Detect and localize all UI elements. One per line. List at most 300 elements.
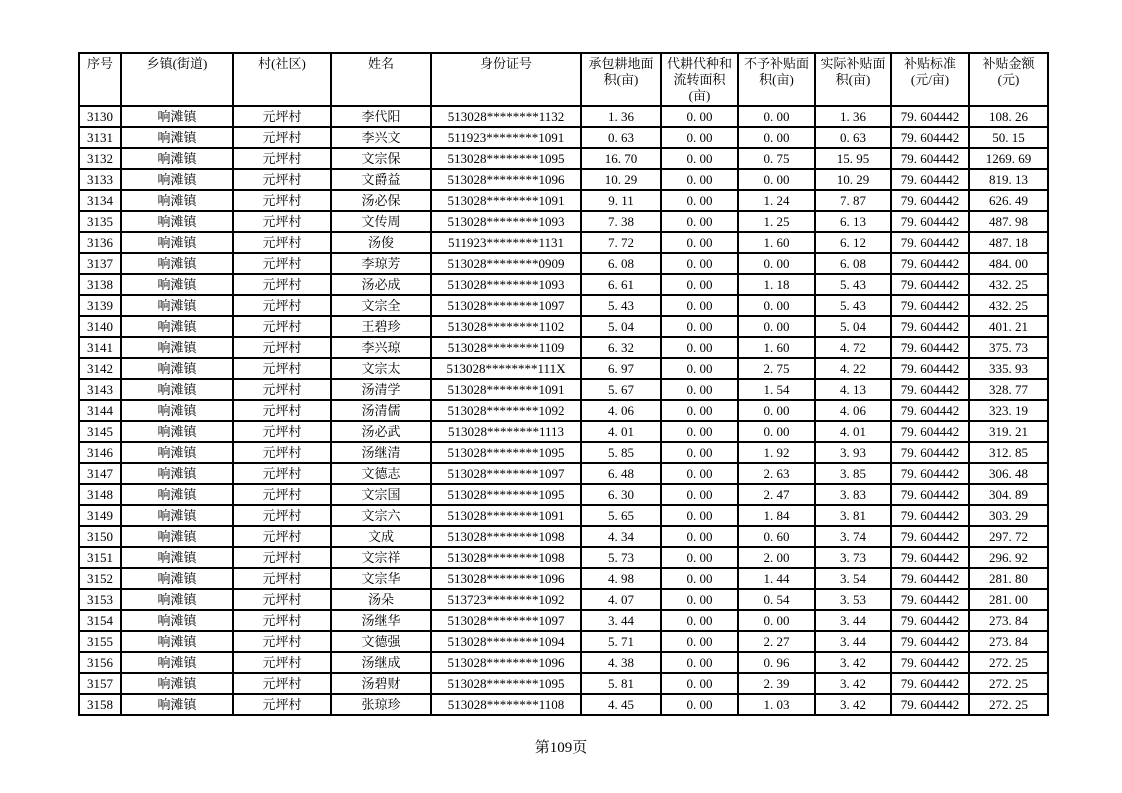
table-cell: 响滩镇 bbox=[121, 547, 233, 568]
column-header: 补贴金额(元) bbox=[969, 53, 1048, 106]
table-cell: 323. 19 bbox=[969, 400, 1048, 421]
table-cell: 513028********1095 bbox=[431, 484, 581, 505]
table-cell: 3158 bbox=[79, 694, 121, 715]
table-cell: 2. 27 bbox=[738, 631, 815, 652]
table-cell: 513028********1091 bbox=[431, 379, 581, 400]
table-cell: 2. 75 bbox=[738, 358, 815, 379]
table-cell: 1. 54 bbox=[738, 379, 815, 400]
table-cell: 4. 34 bbox=[581, 526, 661, 547]
table-cell: 5. 43 bbox=[815, 295, 891, 316]
table-cell: 487. 98 bbox=[969, 211, 1048, 232]
table-cell: 79. 604442 bbox=[891, 400, 969, 421]
table-row bbox=[79, 232, 1048, 253]
table-cell: 响滩镇 bbox=[121, 316, 233, 337]
table-cell: 元坪村 bbox=[233, 547, 331, 568]
table-row bbox=[79, 274, 1048, 295]
table-cell: 响滩镇 bbox=[121, 253, 233, 274]
table-cell: 5. 81 bbox=[581, 673, 661, 694]
column-header: 实际补贴面积(亩) bbox=[815, 53, 891, 106]
table-cell: 1. 60 bbox=[738, 232, 815, 253]
table-cell: 3138 bbox=[79, 274, 121, 295]
table-cell: 4. 01 bbox=[581, 421, 661, 442]
table-cell: 张琼珍 bbox=[331, 694, 431, 715]
table-cell: 响滩镇 bbox=[121, 211, 233, 232]
table-row bbox=[79, 463, 1048, 484]
table-cell: 0. 00 bbox=[661, 295, 738, 316]
table-cell: 79. 604442 bbox=[891, 274, 969, 295]
table-row bbox=[79, 379, 1048, 400]
table-cell: 303. 29 bbox=[969, 505, 1048, 526]
table-cell: 元坪村 bbox=[233, 232, 331, 253]
table-row bbox=[79, 547, 1048, 568]
table-cell: 513028********1094 bbox=[431, 631, 581, 652]
table-cell: 2. 00 bbox=[738, 547, 815, 568]
table-cell: 3137 bbox=[79, 253, 121, 274]
table-cell: 1. 44 bbox=[738, 568, 815, 589]
table-cell: 文宗全 bbox=[331, 295, 431, 316]
table-cell: 79. 604442 bbox=[891, 505, 969, 526]
table-cell: 3135 bbox=[79, 211, 121, 232]
table-cell: 108. 26 bbox=[969, 106, 1048, 127]
table-cell: 2. 63 bbox=[738, 463, 815, 484]
table-body bbox=[79, 106, 1048, 715]
table-cell: 50. 15 bbox=[969, 127, 1048, 148]
table-cell: 响滩镇 bbox=[121, 568, 233, 589]
table-cell: 1. 60 bbox=[738, 337, 815, 358]
table-cell: 513028********1095 bbox=[431, 673, 581, 694]
table-cell: 响滩镇 bbox=[121, 358, 233, 379]
table-cell: 响滩镇 bbox=[121, 274, 233, 295]
table-cell: 0. 00 bbox=[661, 232, 738, 253]
table-cell: 汤碧财 bbox=[331, 673, 431, 694]
table-cell: 513028********1096 bbox=[431, 652, 581, 673]
table-cell: 3. 44 bbox=[815, 631, 891, 652]
table-cell: 513028********1108 bbox=[431, 694, 581, 715]
table-cell: 5. 73 bbox=[581, 547, 661, 568]
table-row bbox=[79, 316, 1048, 337]
table-cell: 513028********1102 bbox=[431, 316, 581, 337]
table-cell: 响滩镇 bbox=[121, 421, 233, 442]
table-cell: 3141 bbox=[79, 337, 121, 358]
table-row bbox=[79, 400, 1048, 421]
table-cell: 4. 38 bbox=[581, 652, 661, 673]
table-cell: 304. 89 bbox=[969, 484, 1048, 505]
table-cell: 513028********1097 bbox=[431, 295, 581, 316]
table-cell: 10. 29 bbox=[581, 169, 661, 190]
table-cell: 513028********1096 bbox=[431, 169, 581, 190]
table-cell: 文成 bbox=[331, 526, 431, 547]
table-cell: 79. 604442 bbox=[891, 379, 969, 400]
table-cell: 3. 81 bbox=[815, 505, 891, 526]
table-cell: 79. 604442 bbox=[891, 631, 969, 652]
table-cell: 响滩镇 bbox=[121, 463, 233, 484]
table-cell: 元坪村 bbox=[233, 358, 331, 379]
table-cell: 79. 604442 bbox=[891, 694, 969, 715]
table-cell: 5. 04 bbox=[581, 316, 661, 337]
table-cell: 3. 42 bbox=[815, 673, 891, 694]
table-cell: 元坪村 bbox=[233, 442, 331, 463]
table-cell: 4. 06 bbox=[815, 400, 891, 421]
table-cell: 432. 25 bbox=[969, 274, 1048, 295]
table-cell: 4. 06 bbox=[581, 400, 661, 421]
table-cell: 0. 00 bbox=[661, 421, 738, 442]
table-cell: 3136 bbox=[79, 232, 121, 253]
table-cell: 0. 00 bbox=[661, 148, 738, 169]
table-cell: 513028********1095 bbox=[431, 442, 581, 463]
table-cell: 0. 00 bbox=[661, 190, 738, 211]
table-cell: 2. 47 bbox=[738, 484, 815, 505]
table-cell: 319. 21 bbox=[969, 421, 1048, 442]
table-cell: 3. 42 bbox=[815, 652, 891, 673]
table-cell: 0. 00 bbox=[661, 274, 738, 295]
table-cell: 元坪村 bbox=[233, 148, 331, 169]
table-cell: 响滩镇 bbox=[121, 295, 233, 316]
table-cell: 元坪村 bbox=[233, 610, 331, 631]
table-cell: 3151 bbox=[79, 547, 121, 568]
table-cell: 401. 21 bbox=[969, 316, 1048, 337]
table-cell: 296. 92 bbox=[969, 547, 1048, 568]
table-cell: 4. 72 bbox=[815, 337, 891, 358]
table-cell: 3131 bbox=[79, 127, 121, 148]
table-cell: 626. 49 bbox=[969, 190, 1048, 211]
table-cell: 79. 604442 bbox=[891, 106, 969, 127]
table-cell: 元坪村 bbox=[233, 295, 331, 316]
subsidy-table bbox=[78, 52, 1049, 716]
table-cell: 513028********1098 bbox=[431, 547, 581, 568]
table-cell: 1. 92 bbox=[738, 442, 815, 463]
table-cell: 3. 85 bbox=[815, 463, 891, 484]
table-cell: 6. 32 bbox=[581, 337, 661, 358]
table-row bbox=[79, 568, 1048, 589]
table-cell: 513028********1093 bbox=[431, 274, 581, 295]
page-number: 第109页 bbox=[534, 740, 588, 756]
table-cell: 6. 61 bbox=[581, 274, 661, 295]
table-row bbox=[79, 106, 1048, 127]
table-cell: 3153 bbox=[79, 589, 121, 610]
table-cell: 10. 29 bbox=[815, 169, 891, 190]
table-cell: 79. 604442 bbox=[891, 652, 969, 673]
table-row bbox=[79, 694, 1048, 715]
table-cell: 306. 48 bbox=[969, 463, 1048, 484]
table-cell: 元坪村 bbox=[233, 568, 331, 589]
table-header-row bbox=[79, 53, 1048, 106]
table-cell: 汤继华 bbox=[331, 610, 431, 631]
table-row bbox=[79, 526, 1048, 547]
table-cell: 0. 00 bbox=[738, 421, 815, 442]
table-cell: 3145 bbox=[79, 421, 121, 442]
table-cell: 0. 00 bbox=[661, 337, 738, 358]
table-cell: 4. 98 bbox=[581, 568, 661, 589]
table-cell: 3142 bbox=[79, 358, 121, 379]
table-cell: 513028********111X bbox=[431, 358, 581, 379]
table-cell: 1. 36 bbox=[581, 106, 661, 127]
table-cell: 0. 63 bbox=[815, 127, 891, 148]
table-cell: 79. 604442 bbox=[891, 127, 969, 148]
table-cell: 5. 43 bbox=[581, 295, 661, 316]
table-cell: 文宗六 bbox=[331, 505, 431, 526]
table-cell: 0. 00 bbox=[661, 484, 738, 505]
table-cell: 513028********1097 bbox=[431, 610, 581, 631]
table-cell: 0. 00 bbox=[661, 127, 738, 148]
table-cell: 汤朵 bbox=[331, 589, 431, 610]
table-cell: 513028********1091 bbox=[431, 190, 581, 211]
table-cell: 元坪村 bbox=[233, 631, 331, 652]
table-cell: 元坪村 bbox=[233, 421, 331, 442]
table-row bbox=[79, 169, 1048, 190]
table-cell: 5. 85 bbox=[581, 442, 661, 463]
table-cell: 3. 73 bbox=[815, 547, 891, 568]
table-cell: 0. 54 bbox=[738, 589, 815, 610]
table-cell: 375. 73 bbox=[969, 337, 1048, 358]
table-row bbox=[79, 442, 1048, 463]
table-cell: 1. 03 bbox=[738, 694, 815, 715]
table-cell: 元坪村 bbox=[233, 253, 331, 274]
table-cell: 3. 74 bbox=[815, 526, 891, 547]
table-cell: 汤必保 bbox=[331, 190, 431, 211]
table-row bbox=[79, 631, 1048, 652]
column-header: 不予补贴面积(亩) bbox=[738, 53, 815, 106]
table-cell: 4. 22 bbox=[815, 358, 891, 379]
table-cell: 文宗祥 bbox=[331, 547, 431, 568]
table-cell: 79. 604442 bbox=[891, 673, 969, 694]
table-row bbox=[79, 253, 1048, 274]
table-cell: 0. 96 bbox=[738, 652, 815, 673]
table-cell: 6. 97 bbox=[581, 358, 661, 379]
table-cell: 272. 25 bbox=[969, 652, 1048, 673]
table-cell: 3150 bbox=[79, 526, 121, 547]
table-header bbox=[79, 53, 1048, 106]
table-cell: 3143 bbox=[79, 379, 121, 400]
table-cell: 文宗保 bbox=[331, 148, 431, 169]
table-cell: 元坪村 bbox=[233, 106, 331, 127]
table-cell: 3155 bbox=[79, 631, 121, 652]
table-cell: 0. 00 bbox=[661, 505, 738, 526]
table-cell: 汤清学 bbox=[331, 379, 431, 400]
table-cell: 响滩镇 bbox=[121, 631, 233, 652]
table-cell: 513028********1113 bbox=[431, 421, 581, 442]
table-cell: 79. 604442 bbox=[891, 526, 969, 547]
table-cell: 元坪村 bbox=[233, 400, 331, 421]
table-cell: 元坪村 bbox=[233, 694, 331, 715]
table-cell: 513028********1098 bbox=[431, 526, 581, 547]
table-cell: 3157 bbox=[79, 673, 121, 694]
table-cell: 汤必武 bbox=[331, 421, 431, 442]
table-cell: 3140 bbox=[79, 316, 121, 337]
table-cell: 0. 00 bbox=[661, 526, 738, 547]
table-cell: 0. 00 bbox=[661, 673, 738, 694]
table-cell: 响滩镇 bbox=[121, 400, 233, 421]
table-cell: 响滩镇 bbox=[121, 148, 233, 169]
table-cell: 响滩镇 bbox=[121, 127, 233, 148]
table-cell: 响滩镇 bbox=[121, 106, 233, 127]
table-cell: 5. 67 bbox=[581, 379, 661, 400]
table-cell: 272. 25 bbox=[969, 694, 1048, 715]
table-cell: 0. 00 bbox=[661, 463, 738, 484]
table-cell: 0. 00 bbox=[738, 106, 815, 127]
table-cell: 3139 bbox=[79, 295, 121, 316]
table-cell: 5. 65 bbox=[581, 505, 661, 526]
table-cell: 4. 01 bbox=[815, 421, 891, 442]
table-cell: 5. 43 bbox=[815, 274, 891, 295]
column-header: 补贴标准(元/亩) bbox=[891, 53, 969, 106]
table-cell: 王碧珍 bbox=[331, 316, 431, 337]
table-cell: 312. 85 bbox=[969, 442, 1048, 463]
table-cell: 文德志 bbox=[331, 463, 431, 484]
table-cell: 79. 604442 bbox=[891, 169, 969, 190]
column-header: 承包耕地面积(亩) bbox=[581, 53, 661, 106]
table-cell: 响滩镇 bbox=[121, 442, 233, 463]
table-cell: 3130 bbox=[79, 106, 121, 127]
table-cell: 文宗国 bbox=[331, 484, 431, 505]
table-cell: 1. 36 bbox=[815, 106, 891, 127]
table-cell: 元坪村 bbox=[233, 127, 331, 148]
table-cell: 513028********1093 bbox=[431, 211, 581, 232]
table-cell: 3. 54 bbox=[815, 568, 891, 589]
table-cell: 汤继清 bbox=[331, 442, 431, 463]
table-cell: 0. 00 bbox=[661, 652, 738, 673]
table-cell: 1. 25 bbox=[738, 211, 815, 232]
table-row bbox=[79, 589, 1048, 610]
table-cell: 元坪村 bbox=[233, 169, 331, 190]
table-cell: 5. 71 bbox=[581, 631, 661, 652]
table-cell: 李代阳 bbox=[331, 106, 431, 127]
table-cell: 6. 12 bbox=[815, 232, 891, 253]
table-cell: 6. 08 bbox=[581, 253, 661, 274]
table-cell: 0. 63 bbox=[581, 127, 661, 148]
table-cell: 元坪村 bbox=[233, 673, 331, 694]
table-cell: 李兴琼 bbox=[331, 337, 431, 358]
table-cell: 4. 13 bbox=[815, 379, 891, 400]
table-cell: 0. 00 bbox=[661, 610, 738, 631]
table-cell: 432. 25 bbox=[969, 295, 1048, 316]
table-cell: 79. 604442 bbox=[891, 547, 969, 568]
table-cell: 0. 00 bbox=[661, 358, 738, 379]
table-cell: 响滩镇 bbox=[121, 484, 233, 505]
table-cell: 元坪村 bbox=[233, 211, 331, 232]
table-cell: 3. 83 bbox=[815, 484, 891, 505]
table-cell: 6. 13 bbox=[815, 211, 891, 232]
table-row bbox=[79, 127, 1048, 148]
table-cell: 3152 bbox=[79, 568, 121, 589]
table-cell: 0. 00 bbox=[661, 316, 738, 337]
table-cell: 819. 13 bbox=[969, 169, 1048, 190]
table-cell: 元坪村 bbox=[233, 463, 331, 484]
table-cell: 4. 07 bbox=[581, 589, 661, 610]
table-cell: 元坪村 bbox=[233, 274, 331, 295]
table-cell: 3134 bbox=[79, 190, 121, 211]
table-cell: 5. 04 bbox=[815, 316, 891, 337]
table-cell: 元坪村 bbox=[233, 316, 331, 337]
table-cell: 79. 604442 bbox=[891, 568, 969, 589]
table-cell: 汤必成 bbox=[331, 274, 431, 295]
table-row bbox=[79, 484, 1048, 505]
table-cell: 16. 70 bbox=[581, 148, 661, 169]
table-row bbox=[79, 337, 1048, 358]
table-cell: 响滩镇 bbox=[121, 232, 233, 253]
table-cell: 0. 00 bbox=[661, 253, 738, 274]
table-cell: 335. 93 bbox=[969, 358, 1048, 379]
table-cell: 元坪村 bbox=[233, 484, 331, 505]
table-cell: 响滩镇 bbox=[121, 526, 233, 547]
table-row bbox=[79, 211, 1048, 232]
table-cell: 511923********1091 bbox=[431, 127, 581, 148]
table-cell: 0. 00 bbox=[738, 400, 815, 421]
table-cell: 3149 bbox=[79, 505, 121, 526]
table-cell: 6. 30 bbox=[581, 484, 661, 505]
table-cell: 4. 45 bbox=[581, 694, 661, 715]
table-cell: 6. 48 bbox=[581, 463, 661, 484]
table-cell: 7. 38 bbox=[581, 211, 661, 232]
table-cell: 响滩镇 bbox=[121, 652, 233, 673]
table-row bbox=[79, 190, 1048, 211]
table-cell: 513028********1092 bbox=[431, 400, 581, 421]
table-row bbox=[79, 505, 1048, 526]
table-cell: 79. 604442 bbox=[891, 484, 969, 505]
table-cell: 79. 604442 bbox=[891, 253, 969, 274]
table-cell: 0. 00 bbox=[738, 253, 815, 274]
table-cell: 响滩镇 bbox=[121, 673, 233, 694]
table-cell: 0. 00 bbox=[661, 106, 738, 127]
table-cell: 元坪村 bbox=[233, 337, 331, 358]
table-cell: 79. 604442 bbox=[891, 589, 969, 610]
table-cell: 0. 00 bbox=[661, 169, 738, 190]
table-cell: 79. 604442 bbox=[891, 316, 969, 337]
table-cell: 李琼芳 bbox=[331, 253, 431, 274]
table-row bbox=[79, 295, 1048, 316]
table-cell: 文宗太 bbox=[331, 358, 431, 379]
column-header: 身份证号 bbox=[431, 53, 581, 106]
column-header: 序号 bbox=[79, 53, 121, 106]
table-cell: 响滩镇 bbox=[121, 505, 233, 526]
table-cell: 元坪村 bbox=[233, 652, 331, 673]
table-cell: 汤继成 bbox=[331, 652, 431, 673]
table-cell: 1269. 69 bbox=[969, 148, 1048, 169]
table-row bbox=[79, 673, 1048, 694]
table-cell: 79. 604442 bbox=[891, 421, 969, 442]
table-cell: 273. 84 bbox=[969, 631, 1048, 652]
table-cell: 3144 bbox=[79, 400, 121, 421]
table-cell: 79. 604442 bbox=[891, 232, 969, 253]
table-cell: 15. 95 bbox=[815, 148, 891, 169]
table-cell: 汤俊 bbox=[331, 232, 431, 253]
table-cell: 元坪村 bbox=[233, 589, 331, 610]
table-cell: 文宗华 bbox=[331, 568, 431, 589]
table-cell: 文德强 bbox=[331, 631, 431, 652]
table-row bbox=[79, 148, 1048, 169]
table-cell: 2. 39 bbox=[738, 673, 815, 694]
table-cell: 0. 60 bbox=[738, 526, 815, 547]
table-cell: 响滩镇 bbox=[121, 589, 233, 610]
table-cell: 0. 00 bbox=[661, 547, 738, 568]
table-cell: 3133 bbox=[79, 169, 121, 190]
table-cell: 79. 604442 bbox=[891, 337, 969, 358]
table-cell: 79. 604442 bbox=[891, 211, 969, 232]
table-cell: 513028********1132 bbox=[431, 106, 581, 127]
table-cell: 513028********1095 bbox=[431, 148, 581, 169]
table-cell: 1. 84 bbox=[738, 505, 815, 526]
table-cell: 513028********0909 bbox=[431, 253, 581, 274]
table-cell: 1. 24 bbox=[738, 190, 815, 211]
table-cell: 0. 00 bbox=[661, 400, 738, 421]
table-cell: 文爵益 bbox=[331, 169, 431, 190]
table-cell: 79. 604442 bbox=[891, 442, 969, 463]
table-cell: 3. 44 bbox=[815, 610, 891, 631]
table-cell: 元坪村 bbox=[233, 190, 331, 211]
table-row bbox=[79, 358, 1048, 379]
table-cell: 文传周 bbox=[331, 211, 431, 232]
table-cell: 511923********1131 bbox=[431, 232, 581, 253]
table-cell: 0. 00 bbox=[661, 589, 738, 610]
